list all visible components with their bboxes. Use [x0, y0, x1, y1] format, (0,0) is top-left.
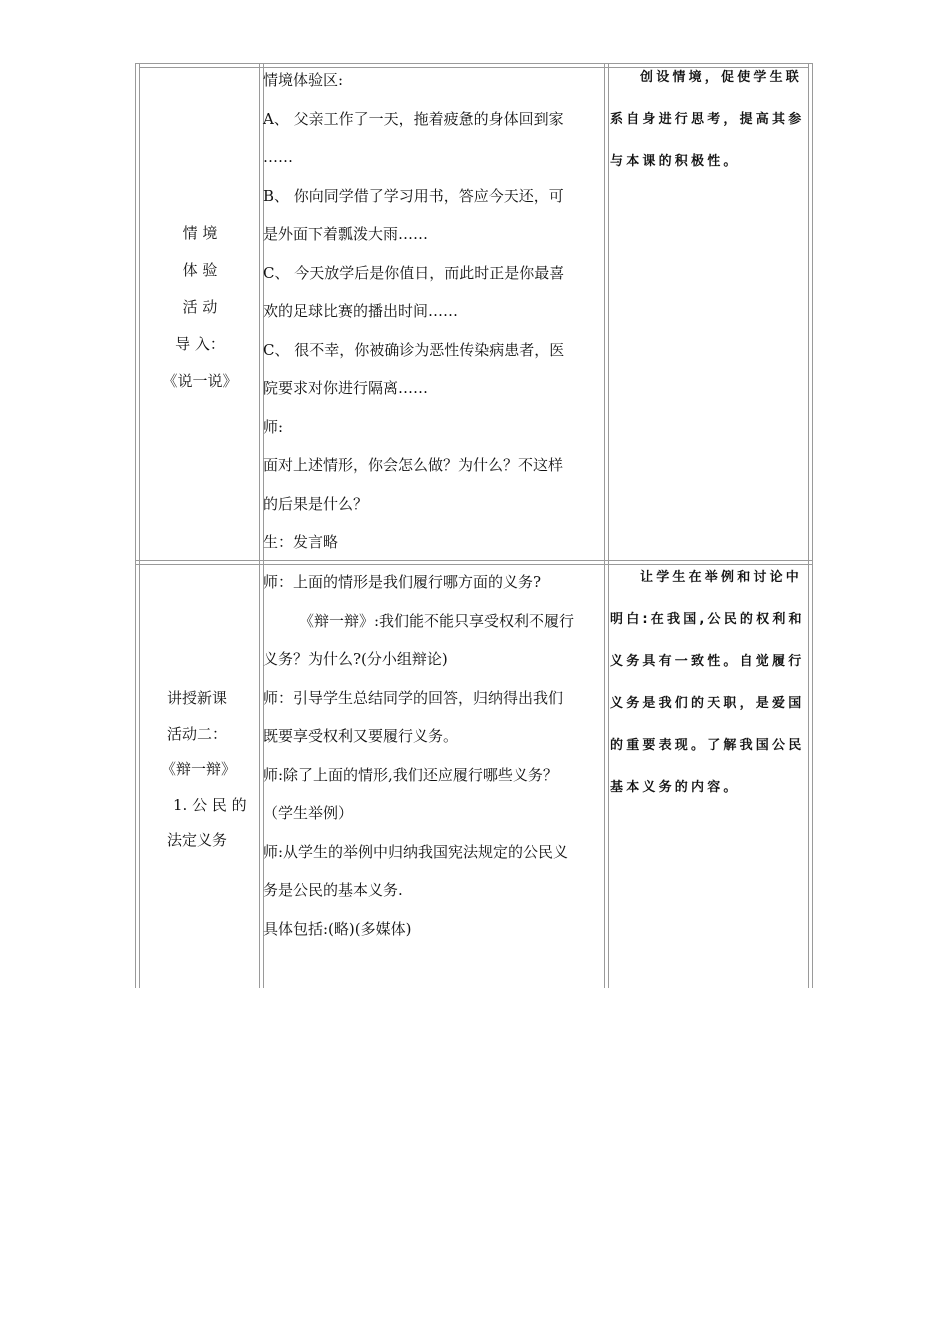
content-line: 面对上述情形，你会怎么做？为什么？不这样 — [263, 456, 564, 474]
content-line: 师：引导学生总结同学的回答，归纳得出我们 — [263, 688, 564, 707]
column-divider — [604, 63, 605, 988]
note-line: 义务是我们的天职，是爱国 — [610, 696, 805, 711]
row2-label-line: 讲授新课 — [167, 689, 228, 707]
table-border-left — [135, 63, 136, 988]
note-line: 的重要表现。了解我国公民 — [610, 738, 805, 753]
note-line: 系自身进行思考，提高其参 — [610, 112, 805, 127]
row1-label — [155, 215, 245, 400]
note-line: 创设情境，促使学生联 — [640, 70, 803, 85]
row1-label-line: 体 验 — [182, 261, 218, 279]
content-line: 情境体验区: — [263, 71, 344, 89]
row2-label-line: 《辩一辩》 — [161, 760, 237, 778]
content-line: 义务？为什么?(分小组辩论) — [263, 650, 448, 668]
row1-content — [263, 61, 603, 562]
row2-label-line: 1. 公 民 的 — [173, 795, 247, 814]
content-line: 院要求对你进行隔离…… — [263, 379, 429, 397]
note-line: 基本义务的内容。 — [610, 780, 740, 795]
note-line: 义务具有一致性。自觉履行 — [610, 654, 805, 669]
note-line: 与本课的积极性。 — [610, 154, 740, 169]
row2-label-line: 活动二： — [167, 724, 228, 743]
content-line: C、 很不幸，你被确诊为恶性传染病患者，医 — [263, 340, 565, 359]
note-line: 让学生在举例和讨论中 — [640, 570, 803, 585]
content-line: 是外面下着瓢泼大雨…… — [263, 225, 429, 243]
table-border-right — [812, 63, 813, 988]
content-line: 既要享受权利又要履行义务。 — [263, 727, 459, 745]
row1-note — [610, 57, 810, 183]
row2-label — [155, 681, 245, 859]
row2-label-line: 法定义务 — [167, 831, 228, 849]
table-border-left-inner — [139, 63, 140, 988]
content-line: 师: — [263, 417, 284, 436]
column-divider — [259, 63, 260, 988]
row1-label-line: 情 境 — [182, 224, 218, 242]
note-line: 明白:在我国,公民的权利和 — [610, 612, 805, 627]
content-line: 欢的足球比赛的播出时间…… — [263, 302, 459, 320]
content-line: 师:除了上面的情形,我们还应履行哪些义务？ — [263, 765, 558, 784]
content-line: B、 你向同学借了学习用书，答应今天还，可 — [263, 186, 564, 205]
content-line: 的后果是什么？ — [263, 494, 369, 513]
content-line: C、 今天放学后是你值日，而此时正是你最喜 — [263, 263, 565, 282]
content-line: 具体包括:(略)(多媒体) — [263, 919, 412, 938]
column-divider — [608, 63, 609, 988]
content-line: 生：发言略 — [263, 533, 339, 551]
row1-label-line: 《说一说》 — [162, 372, 238, 390]
content-line: …… — [263, 148, 293, 166]
content-line: A、 父亲工作了一天，拖着疲惫的身体回到家 — [263, 109, 564, 128]
content-line: 师:从学生的举例中归纳我国宪法规定的公民义 — [263, 842, 569, 861]
content-line: 《辩一辩》:我们能不能只享受权利不履行 — [299, 611, 575, 630]
lesson-table — [135, 63, 813, 988]
table-border-right-inner — [808, 63, 809, 988]
row1-label-line: 活 动 — [182, 298, 218, 316]
row2-content — [263, 563, 603, 948]
content-line: 师：上面的情形是我们履行哪方面的义务? — [263, 573, 542, 591]
row2-note — [610, 557, 810, 809]
content-line: 务是公民的基本义务. — [263, 881, 403, 899]
content-line: （学生举例） — [263, 804, 354, 822]
row1-label-line: 导 入： — [175, 335, 225, 353]
